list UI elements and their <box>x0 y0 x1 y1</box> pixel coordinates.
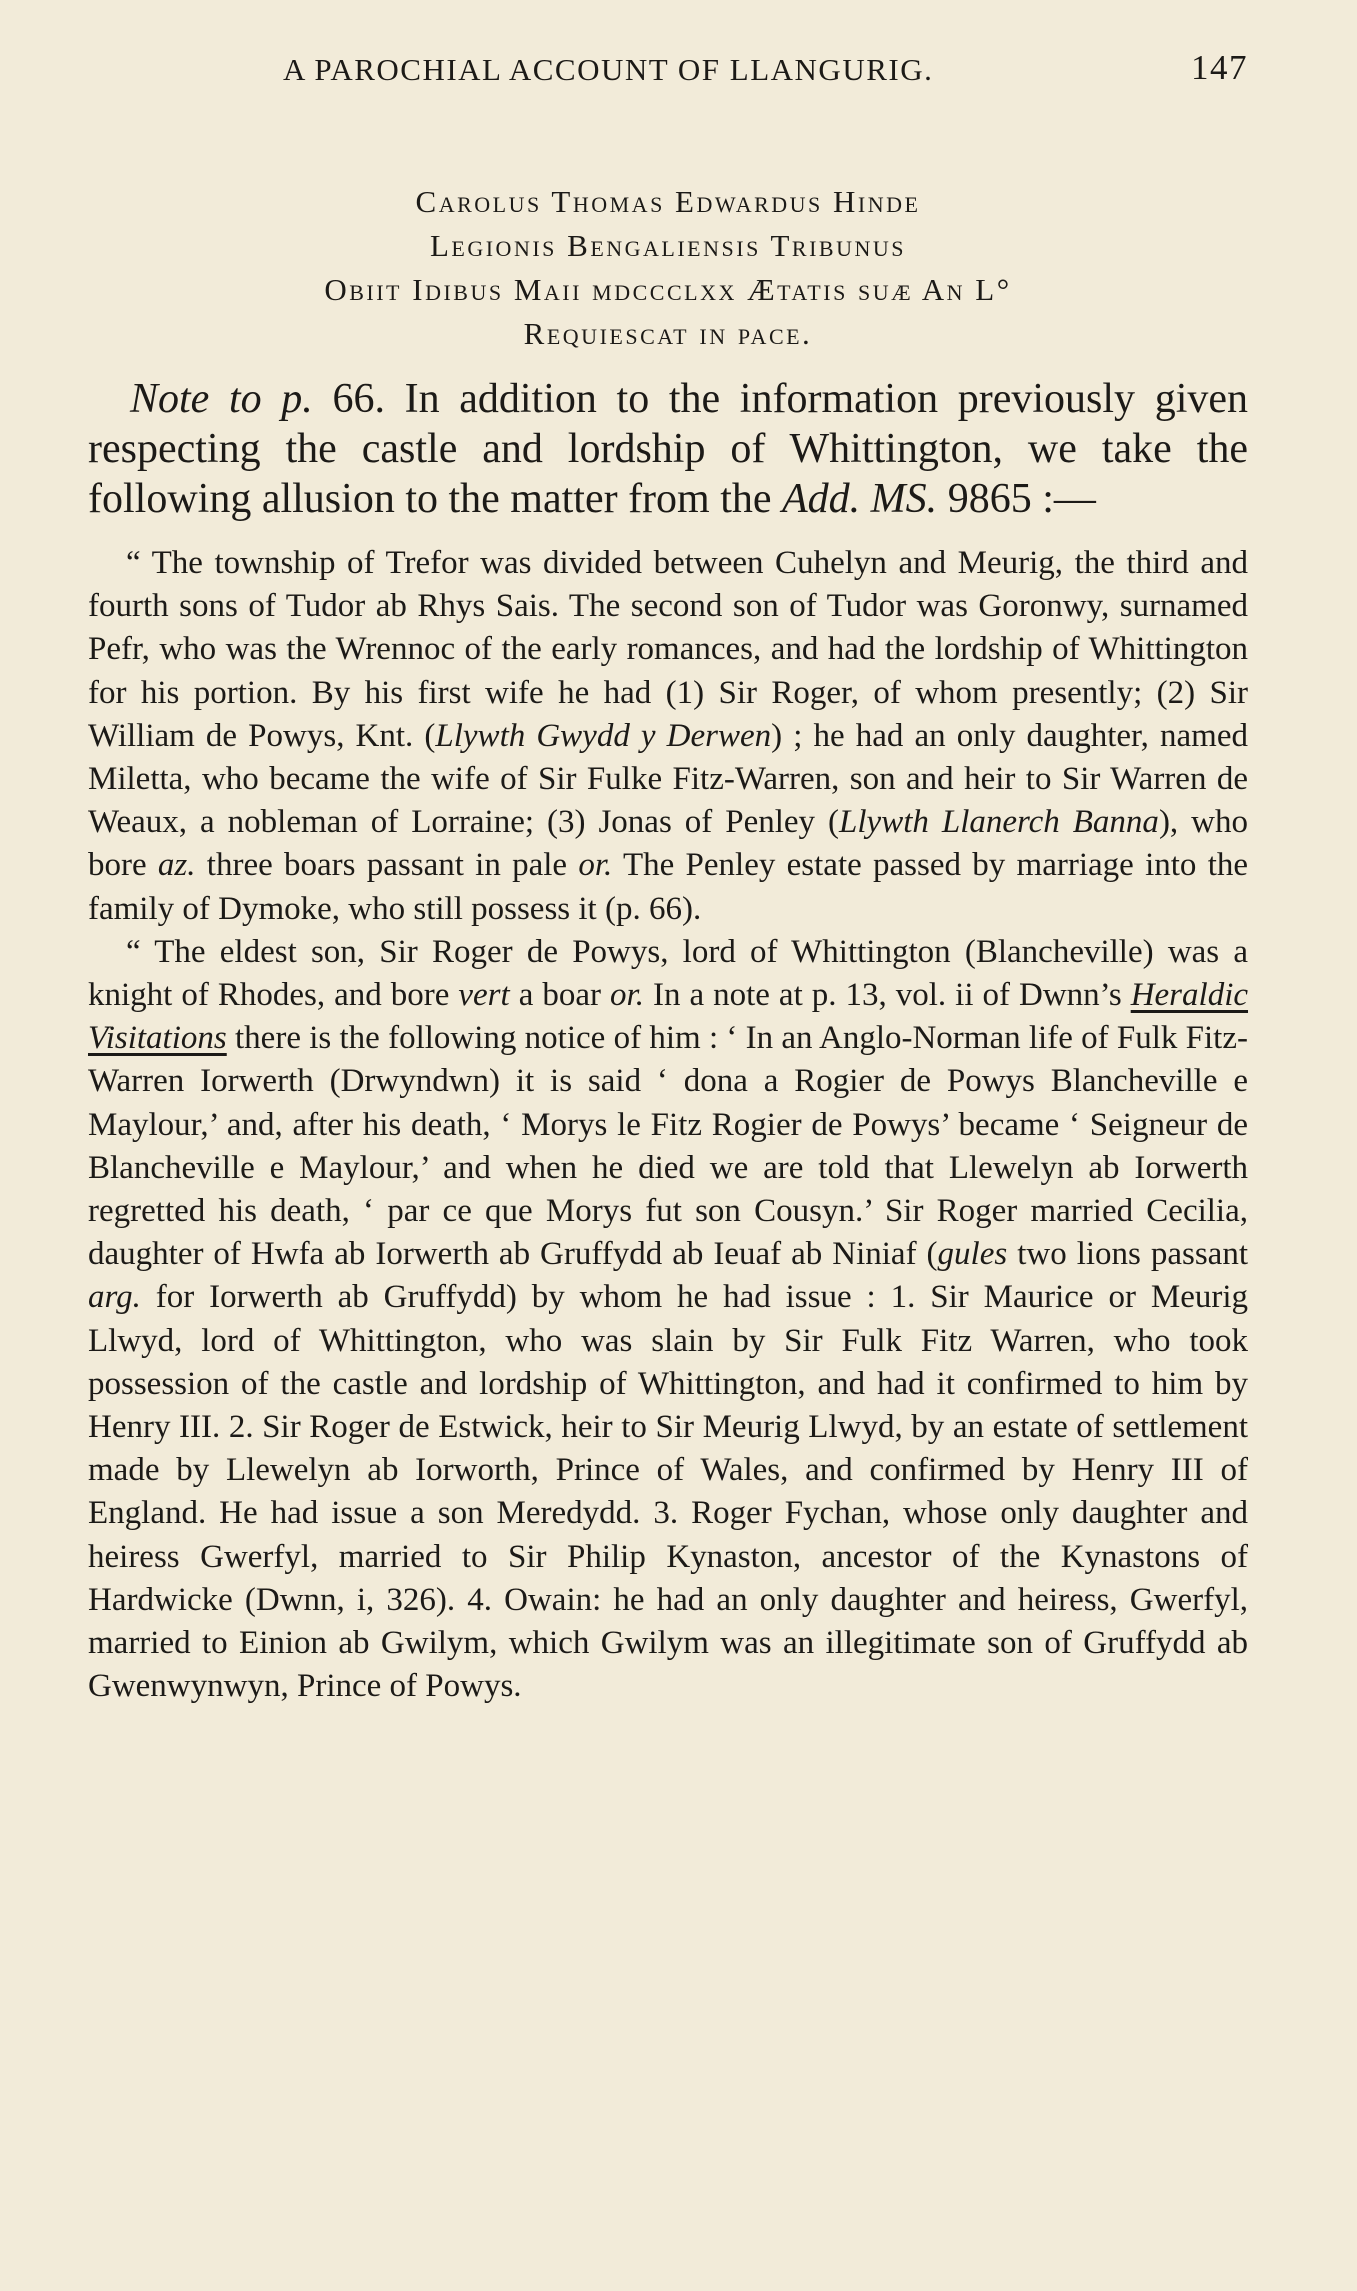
quote-italic: arg. <box>88 1279 141 1316</box>
note-label: Note to p. <box>130 376 313 422</box>
quote-paragraph <box>88 931 1248 1709</box>
epitaph-line: Legionis Bengaliensis Tribunus <box>429 228 907 263</box>
quote-italic: or. <box>610 977 644 1014</box>
running-title: A PAROCHIAL ACCOUNT OF LLANGURIG. <box>283 52 934 87</box>
quote-text: The Penley estate passed by marriage into the family of Dymoke, who still possess it (p. 66). <box>88 847 1249 927</box>
quote-italic: az. <box>157 847 196 884</box>
note-paragraph <box>88 374 1248 524</box>
page <box>88 44 1248 1708</box>
quote-text: ), who bore <box>88 804 1248 884</box>
quote-italic: vert <box>458 977 510 1014</box>
epitaph-line: Requiescat in pace. <box>523 316 813 351</box>
quote-italic: Llywth Llanerch Banna <box>839 804 1159 841</box>
running-head <box>88 44 1248 94</box>
epitaph-inscription <box>88 180 1248 356</box>
quotation <box>88 542 1248 1708</box>
quote-italic: or. <box>578 847 613 884</box>
note-text: In addition to the information previously given respecting the castle and lordship of Whittington, we take the following allusion to the matter from the <box>88 376 1249 522</box>
quote-text: for Iorwerth ab Gruffydd) by whom he had issue : 1. Sir Maurice or Meurig Llwyd, lord of Whittington, who was slain by Sir Fulk Fitz Warren, who took possession of the castle and lordship of Whittington, and had it confirmed to him by Henry III. 2. Sir Roger de Estwick, heir to Sir Meurig Llwyd, by an estate of settlement made by Llewelyn ab Iorworth, Prince of Wales, and confirmed by Henry III of England. He had issue a son Meredydd. 3. Roger Fychan, whose only daughter and heiress Gwerfyl, married to Sir Philip Kynaston, ancestor of the Kynastons of Hardwicke (Dwnn, i, 326). 4. Owain: he had an only daughter and heiress, Gwerfyl, married to Einion ab Gwilym, which Gwilym was an illegitimate son of Gruffydd ab Gwenwynwyn, Prince of Powys. <box>88 1279 1248 1705</box>
note-page-ref: 66. <box>332 376 385 422</box>
quote-italic: Llywth Gwydd y Derwen <box>435 717 772 754</box>
quote-text: three boars passant in pale <box>195 847 579 884</box>
quote-text: two lions passant <box>1007 1236 1248 1273</box>
quote-text: a boar <box>509 977 611 1014</box>
quote-text: ) ; he had an only daughter, named Miletta, who became the wife of Sir Fulke Fitz-Warren, son and heir to Sir Warren de Weaux, a nobleman of Lorraine; (3) Jonas of Penley ( <box>88 717 1248 841</box>
quote-text: In a note at p. 13, vol. ii of Dwnn’s <box>643 977 1131 1014</box>
note-text: 9865 :— <box>947 476 1096 522</box>
page-number: 147 <box>1191 48 1248 87</box>
quote-italic: gules <box>937 1236 1008 1273</box>
note-source: Add. MS. <box>782 476 938 522</box>
quote-paragraph <box>88 542 1248 931</box>
quote-text: “ The eldest son, Sir Roger de Powys, lord of Whittington (Blancheville) was a knight of Rhodes, and bore <box>88 933 1248 1014</box>
epitaph-line: Obiit Idibus Maii mdccclxx Ætatis suæ An L° <box>324 272 1012 307</box>
quote-text: there is the following notice of him : ‘ In an Anglo-Norman life of Fulk Fitz-Warren Iorwerth (Drwyndwn) it is said ‘ dona a Rogier de Powys Blancheville e Maylour,’ and, after his death, ‘ Morys le Fitz Rogier de Powys’ became ‘ Seigneur de Blancheville e Maylour,’ and when he died we are told that Llewelyn ab Iorwerth regretted his death, ‘ par ce que Morys fut son Cousyn.’ Sir Roger married Cecilia, daughter of Hwfa ab Iorwerth ab Gruffydd ab Ieuaf ab Niniaf ( <box>88 1020 1248 1273</box>
epitaph-line: Carolus Thomas Edwardus Hinde <box>415 184 921 219</box>
quote-book-title: Heraldic Visitations <box>88 977 1249 1057</box>
quote-text: “ The township of Trefor was divided between Cuhelyn and Meurig, the third and fourth sons of Tudor ab Rhys Sais. The second son of Tudor was Goronwy, surnamed Pefr, who was the Wrennoc of the early romances, and had the lordship of Whittington for his portion. By his first wife he had (1) Sir Roger, of whom presently; (2) Sir William de Powys, Knt. ( <box>88 545 1248 754</box>
